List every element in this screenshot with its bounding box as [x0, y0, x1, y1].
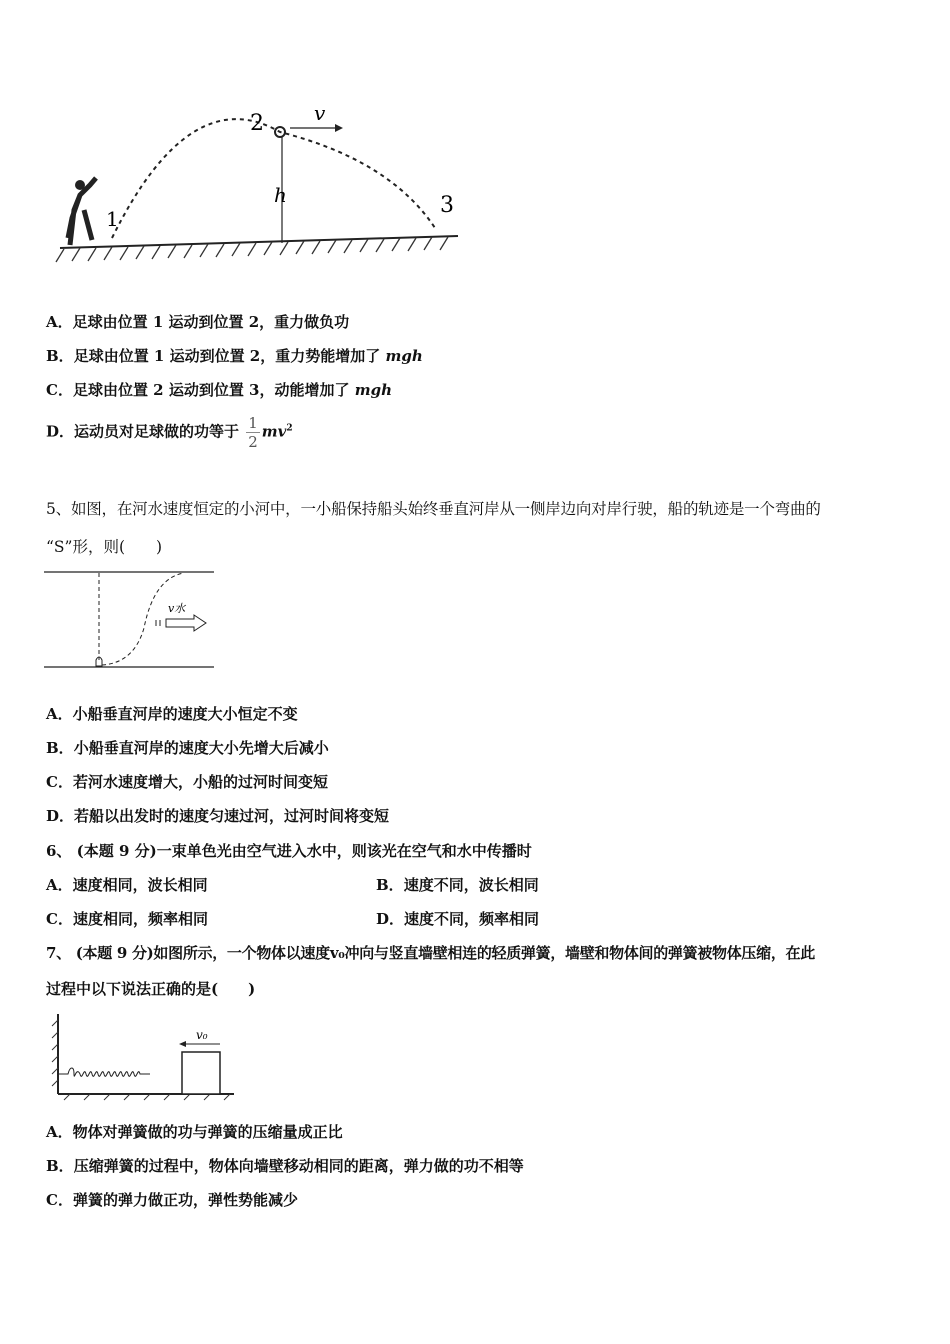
label-2: 2 [250, 111, 264, 136]
label-3: 3 [440, 193, 454, 218]
label-v0: v₀ [196, 1028, 208, 1042]
q7-stem-line2: 过程中以下说法正确的是( ) [46, 980, 256, 998]
q4-option-a: A．足球由位置 1 运动到位置 2，重力做负功 [46, 313, 350, 331]
q6-stem: 6、 (本题 9 分)一束单色光由空气进入水中，则该光在空气和水中传播时 [46, 842, 532, 860]
label-v-water: v水 [168, 602, 186, 615]
q4-option-b: B．足球由位置 1 运动到位置 2，重力势能增加了 mgh [46, 347, 423, 365]
q6-option-d: D．速度不同，频率相同 [376, 910, 540, 928]
q5-option-c: C．若河水速度增大，小船的过河时间变短 [46, 773, 328, 791]
label-h: h [274, 183, 287, 207]
q7-option-c: C．弹簧的弹力做正功，弹性势能减少 [46, 1191, 298, 1209]
football-trajectory-figure [50, 100, 470, 270]
q4-option-c: C．足球由位置 2 运动到位置 3，动能增加了 mgh [46, 381, 392, 399]
q6-option-b: B．速度不同，波长相同 [376, 876, 539, 894]
q7-stem-line1: 7、 (本题 9 分)如图所示，一个物体以速度v₀冲向与竖直墙壁相连的轻质弹簧，墙壁和物体间的弹簧被物体压缩，在此 [46, 944, 815, 962]
q7-option-b: B．压缩弹簧的过程中，物体向墙壁移动相同的距离，弹力做的功不相等 [46, 1157, 524, 1175]
q7-option-a: A．物体对弹簧做的功与弹簧的压缩量成正比 [46, 1123, 343, 1141]
q4-option-d: D．运动员对足球做的功等于 $\frac{1}{2}$ $mv^2$ [46, 414, 293, 451]
river-boat-figure [44, 568, 216, 672]
label-1: 1 [106, 207, 119, 231]
q6-option-a: A．速度相同，波长相同 [46, 876, 208, 894]
q5-option-a: A．小船垂直河岸的速度大小恒定不变 [46, 705, 298, 723]
spring-block-figure [50, 1012, 240, 1102]
q5-option-b: B．小船垂直河岸的速度大小先增大后减小 [46, 739, 329, 757]
q5-stem-line2: “S”形，则( ) [46, 538, 163, 556]
q5-option-d: D．若船以出发时的速度匀速过河，过河时间将变短 [46, 807, 390, 825]
label-v: v [314, 101, 326, 125]
q5-stem-line1: 5、如图，在河水速度恒定的小河中，一小船保持船头始终垂直河岸从一侧岸边向对岸行驶，船的轨迹是一个弯曲的 [46, 500, 821, 518]
q6-option-c: C．速度相同，频率相同 [46, 910, 208, 928]
